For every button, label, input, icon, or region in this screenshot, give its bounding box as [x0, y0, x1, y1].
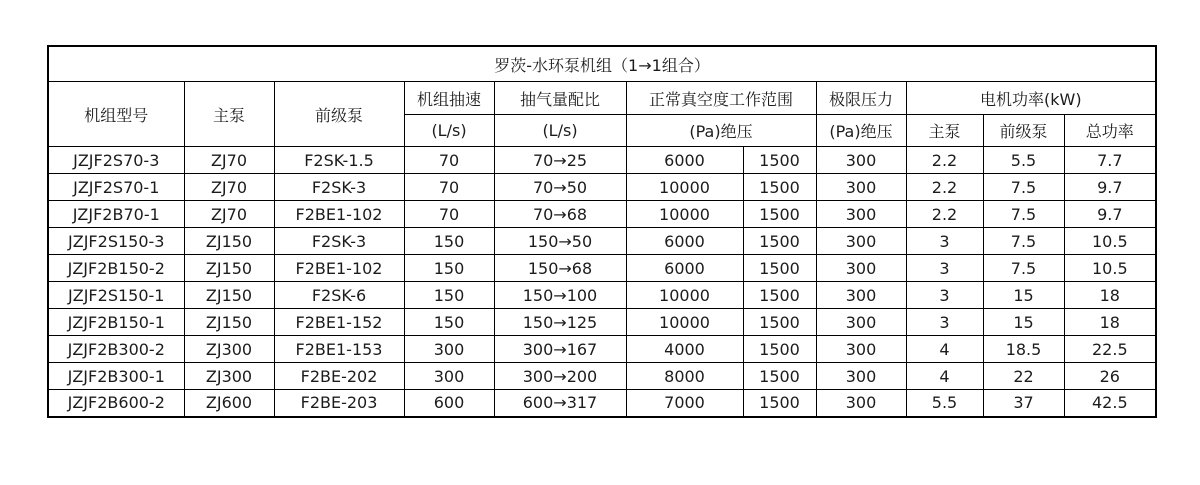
table-cell: 150→125: [494, 309, 626, 336]
table-cell: 10000: [626, 201, 743, 228]
table-cell: JZJF2B600-2: [48, 390, 184, 417]
table-cell: 300: [816, 309, 906, 336]
table-cell: 5.5: [906, 390, 983, 417]
table-cell: 42.5: [1064, 390, 1156, 417]
table-cell: F2BE1-153: [274, 336, 404, 363]
table-cell: 300: [816, 147, 906, 174]
table-cell: 4: [906, 363, 983, 390]
table-cell: ZJ300: [184, 363, 274, 390]
col-header-main-pump: 主泵: [184, 82, 274, 147]
table-cell: ZJ300: [184, 336, 274, 363]
table-cell: ZJ150: [184, 228, 274, 255]
table-cell: JZJF2B300-1: [48, 363, 184, 390]
table-cell: 150→50: [494, 228, 626, 255]
table-row: [48, 255, 1156, 282]
table-cell: JZJF2B150-1: [48, 309, 184, 336]
table-row: [48, 174, 1156, 201]
table-cell: 300→200: [494, 363, 626, 390]
table-cell: 300: [816, 363, 906, 390]
table-cell: F2BE1-152: [274, 309, 404, 336]
col-header-ultimate-pressure-unit: (Pa)绝压: [816, 115, 906, 147]
table-cell: 300: [816, 228, 906, 255]
table-cell: JZJF2B300-2: [48, 336, 184, 363]
table-cell: 1500: [743, 336, 816, 363]
col-header-ratio-unit: (L/s): [494, 115, 626, 147]
table-cell: JZJF2S150-1: [48, 282, 184, 309]
table-cell: 300→167: [494, 336, 626, 363]
table-row: [48, 201, 1156, 228]
table-cell: 3: [906, 228, 983, 255]
table-cell: 7000: [626, 390, 743, 417]
table-cell: 70: [404, 174, 494, 201]
col-header-vacuum-range-unit: (Pa)绝压: [626, 115, 816, 147]
table-cell: 3: [906, 309, 983, 336]
table-cell: 37: [983, 390, 1064, 417]
table-cell: ZJ150: [184, 255, 274, 282]
table-cell: 2.2: [906, 201, 983, 228]
table-row: [48, 282, 1156, 309]
table-row: [48, 363, 1156, 390]
table-cell: 150→100: [494, 282, 626, 309]
col-header-motor-total: 总功率: [1064, 115, 1156, 147]
table-cell: 1500: [743, 147, 816, 174]
table-cell: 300: [816, 390, 906, 417]
table-cell: F2SK-3: [274, 174, 404, 201]
table-cell: 3: [906, 255, 983, 282]
table-cell: 600→317: [494, 390, 626, 417]
table-cell: 3: [906, 282, 983, 309]
table-cell: 1500: [743, 201, 816, 228]
col-header-model: 机组型号: [48, 82, 184, 147]
table-cell: 300: [816, 336, 906, 363]
table-title-row: [48, 46, 1156, 82]
table-cell: 70: [404, 147, 494, 174]
table-cell: JZJF2S70-3: [48, 147, 184, 174]
table-cell: 10000: [626, 309, 743, 336]
table-cell: 26: [1064, 363, 1156, 390]
table-body: [48, 147, 1156, 417]
table-cell: 4: [906, 336, 983, 363]
table-cell: 22: [983, 363, 1064, 390]
table-cell: 9.7: [1064, 201, 1156, 228]
table-row: [48, 228, 1156, 255]
col-header-motor-main: 主泵: [906, 115, 983, 147]
table-cell: F2SK-3: [274, 228, 404, 255]
table-cell: 600: [404, 390, 494, 417]
table-cell: 1500: [743, 390, 816, 417]
table-cell: F2BE1-102: [274, 201, 404, 228]
table-cell: 5.5: [983, 147, 1064, 174]
col-header-unit-speed-unit: (L/s): [404, 115, 494, 147]
table-cell: 7.5: [983, 255, 1064, 282]
table-cell: 150: [404, 282, 494, 309]
table-cell: 2.2: [906, 147, 983, 174]
table-cell: F2BE-202: [274, 363, 404, 390]
table-cell: 7.5: [983, 174, 1064, 201]
col-header-vacuum-range: 正常真空度工作范围: [626, 82, 816, 115]
table-cell: 70→25: [494, 147, 626, 174]
table-cell: 7.5: [983, 228, 1064, 255]
table-title: 罗茨-水环泵机组（1→1组合）: [48, 46, 1156, 82]
table-cell: ZJ600: [184, 390, 274, 417]
table-cell: ZJ70: [184, 174, 274, 201]
table-cell: JZJF2B70-1: [48, 201, 184, 228]
table-cell: 70→50: [494, 174, 626, 201]
table-cell: F2BE1-102: [274, 255, 404, 282]
table-cell: 150: [404, 228, 494, 255]
table-header-row-1: [48, 82, 1156, 115]
table-cell: 1500: [743, 174, 816, 201]
table-cell: 8000: [626, 363, 743, 390]
table-cell: 10.5: [1064, 255, 1156, 282]
table-cell: 7.5: [983, 201, 1064, 228]
table-cell: 18: [1064, 309, 1156, 336]
table-cell: 1500: [743, 228, 816, 255]
table-cell: 300: [404, 363, 494, 390]
table-cell: F2BE-203: [274, 390, 404, 417]
table-cell: JZJF2S150-3: [48, 228, 184, 255]
col-header-ultimate-pressure: 极限压力: [816, 82, 906, 115]
table-cell: 300: [404, 336, 494, 363]
table-cell: JZJF2S70-1: [48, 174, 184, 201]
table-cell: 10000: [626, 282, 743, 309]
table-cell: 300: [816, 201, 906, 228]
col-header-backing-pump: 前级泵: [274, 82, 404, 147]
table-cell: 1500: [743, 255, 816, 282]
table-cell: ZJ150: [184, 309, 274, 336]
table-cell: 70→68: [494, 201, 626, 228]
table-cell: 4000: [626, 336, 743, 363]
table-cell: F2SK-6: [274, 282, 404, 309]
col-header-unit-speed: 机组抽速: [404, 82, 494, 115]
table-cell: ZJ150: [184, 282, 274, 309]
table-cell: 1500: [743, 282, 816, 309]
table-cell: ZJ70: [184, 147, 274, 174]
col-header-motor-power: 电机功率(kW): [906, 82, 1156, 115]
table-cell: 18: [1064, 282, 1156, 309]
table-cell: 9.7: [1064, 174, 1156, 201]
table-cell: 2.2: [906, 174, 983, 201]
table-row: [48, 147, 1156, 174]
col-header-motor-backing: 前级泵: [983, 115, 1064, 147]
table-cell: 1500: [743, 309, 816, 336]
table-row: [48, 309, 1156, 336]
table-cell: 70: [404, 201, 494, 228]
table-row: [48, 336, 1156, 363]
table-cell: 6000: [626, 255, 743, 282]
table-cell: 300: [816, 255, 906, 282]
table-cell: 10.5: [1064, 228, 1156, 255]
table-cell: 1500: [743, 363, 816, 390]
table-cell: 15: [983, 309, 1064, 336]
table-cell: 15: [983, 282, 1064, 309]
table-cell: JZJF2B150-2: [48, 255, 184, 282]
col-header-ratio: 抽气量配比: [494, 82, 626, 115]
table-cell: 6000: [626, 147, 743, 174]
table-cell: ZJ70: [184, 201, 274, 228]
table-cell: 7.7: [1064, 147, 1156, 174]
table-row: [48, 390, 1156, 417]
table-cell: 150: [404, 309, 494, 336]
table-cell: 18.5: [983, 336, 1064, 363]
pump-spec-table: [47, 45, 1157, 418]
table-cell: 300: [816, 282, 906, 309]
table-cell: 300: [816, 174, 906, 201]
table-cell: 22.5: [1064, 336, 1156, 363]
table-cell: 6000: [626, 228, 743, 255]
table-cell: 10000: [626, 174, 743, 201]
table-cell: F2SK-1.5: [274, 147, 404, 174]
table-cell: 150: [404, 255, 494, 282]
table-cell: 150→68: [494, 255, 626, 282]
